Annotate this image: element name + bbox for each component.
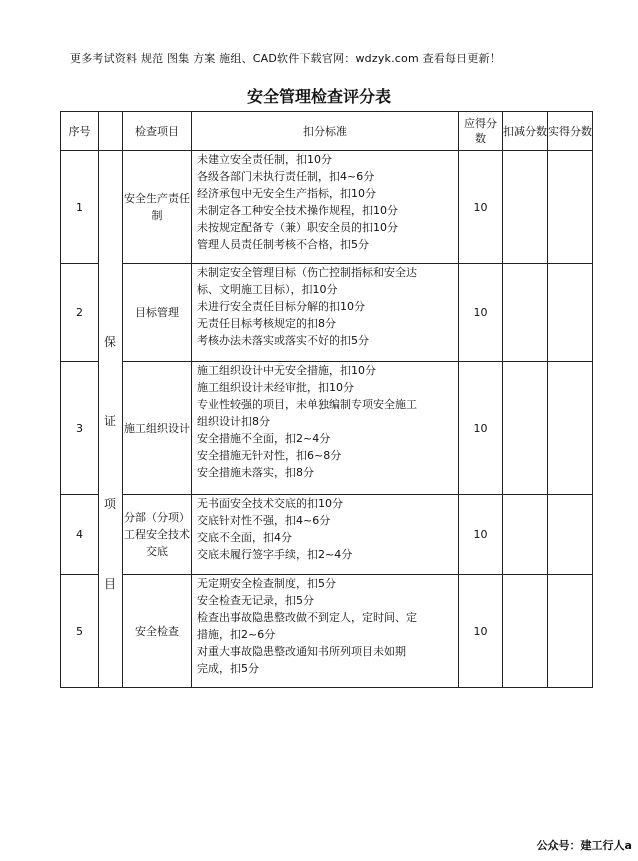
criteria-line: 安全措施未落实，扣8分 <box>197 466 314 479</box>
criteria-line: 考核办法未落实或落实不好的扣5分 <box>197 334 369 347</box>
row-due: 10 <box>459 575 503 688</box>
row-item: 分部（分项）工程安全技术交底 <box>123 495 192 575</box>
page-title: 安全管理检查评分表 <box>246 87 391 106</box>
criteria-line: 施工组织设计中无安全措施，扣10分 <box>197 364 376 377</box>
criteria-line: 安全检查无记录，扣5分 <box>197 594 314 607</box>
row-actual <box>548 151 593 264</box>
header-group <box>99 112 123 151</box>
criteria-line: 交底不全面，扣4分 <box>197 531 292 544</box>
row-deduct <box>503 264 548 362</box>
row-seq: 5 <box>61 575 99 688</box>
row-due: 10 <box>459 362 503 495</box>
criteria-line: 无责任目标考核规定的扣8分 <box>197 317 336 330</box>
header-note: 更多考试资料 规范 图集 方案 施组、CAD软件下载官网：wdzyk.com 查看每日更新！ <box>70 52 501 65</box>
group-label-char: 目 <box>104 577 117 591</box>
criteria-line: 各级各部门未执行责任制，扣4~6分 <box>197 170 375 183</box>
row-actual <box>548 362 593 495</box>
criteria-line: 安全措施不全面，扣2~4分 <box>197 432 331 445</box>
criteria-line: 经济承包中无安全生产指标，扣10分 <box>197 187 376 200</box>
table-header-row <box>61 112 593 151</box>
row-criteria <box>192 362 459 495</box>
table-row <box>61 151 593 264</box>
criteria-line: 专业性较强的项目，未单独编制专项安全施工 <box>197 398 417 411</box>
criteria-line: 未按规定配备专（兼）职安全员的扣10分 <box>197 221 398 234</box>
criteria-line: 安全措施无针对性，扣6~8分 <box>197 449 342 462</box>
criteria-line: 无定期安全检查制度，扣5分 <box>197 577 336 590</box>
score-table <box>60 111 593 688</box>
criteria-line: 交底未履行签字手续，扣2~4分 <box>197 548 353 561</box>
criteria-line: 未进行安全责任目标分解的扣10分 <box>197 300 365 313</box>
header-seq: 序号 <box>61 112 99 151</box>
header-due: 应得分数 <box>459 112 503 151</box>
row-seq: 4 <box>61 495 99 575</box>
group-label-char: 证 <box>104 414 117 428</box>
row-seq: 3 <box>61 362 99 495</box>
criteria-line: 对重大事故隐患整改通知书所列项目未如期 <box>197 645 406 658</box>
row-actual <box>548 575 593 688</box>
row-deduct <box>503 362 548 495</box>
criteria-line: 组织设计扣8分 <box>197 415 270 428</box>
row-item: 目标管理 <box>123 264 192 362</box>
row-due: 10 <box>459 495 503 575</box>
header-criteria: 扣分标准 <box>192 112 459 151</box>
criteria-line: 施工组织设计未经审批，扣10分 <box>197 381 354 394</box>
row-due: 10 <box>459 264 503 362</box>
row-criteria <box>192 575 459 688</box>
row-seq: 1 <box>61 151 99 264</box>
group-label-char: 保 <box>104 335 117 349</box>
criteria-line: 管理人员责任制考核不合格，扣5分 <box>197 238 369 251</box>
criteria-line: 无书面安全技术交底的扣10分 <box>197 497 343 510</box>
row-criteria <box>192 495 459 575</box>
header-item: 检查项目 <box>123 112 192 151</box>
row-deduct <box>503 495 548 575</box>
header-actual: 实得分数 <box>548 112 593 151</box>
row-actual <box>548 495 593 575</box>
criteria-line: 措施，扣2~6分 <box>197 628 276 641</box>
row-item: 安全检查 <box>123 575 192 688</box>
table-row <box>61 362 593 495</box>
row-deduct <box>503 151 548 264</box>
footer-note: 公众号：建工行人a <box>536 839 632 852</box>
criteria-line: 未制定安全管理目标（伤亡控制指标和安全达 <box>197 266 417 279</box>
row-due: 10 <box>459 151 503 264</box>
criteria-line: 交底针对性不强，扣4~6分 <box>197 514 331 527</box>
table-row <box>61 264 593 362</box>
row-criteria <box>192 151 459 264</box>
header-deduct: 扣减分数 <box>503 112 548 151</box>
criteria-line: 未制定各工种安全技术操作规程，扣10分 <box>197 204 398 217</box>
table-row <box>61 575 593 688</box>
criteria-line: 未建立安全责任制，扣10分 <box>197 153 332 166</box>
row-deduct <box>503 575 548 688</box>
row-actual <box>548 264 593 362</box>
row-seq: 2 <box>61 264 99 362</box>
criteria-line: 完成，扣5分 <box>197 662 259 675</box>
row-item: 安全生产责任制 <box>123 151 192 264</box>
group-label <box>98 150 122 691</box>
group-label-char: 项 <box>104 497 117 511</box>
criteria-line: 标、文明施工目标），扣10分 <box>197 283 338 296</box>
criteria-line: 检查出事故隐患整改做不到定人，定时间、定 <box>197 611 417 624</box>
row-criteria <box>192 264 459 362</box>
table-row <box>61 495 593 575</box>
row-item: 施工组织设计 <box>123 362 192 495</box>
